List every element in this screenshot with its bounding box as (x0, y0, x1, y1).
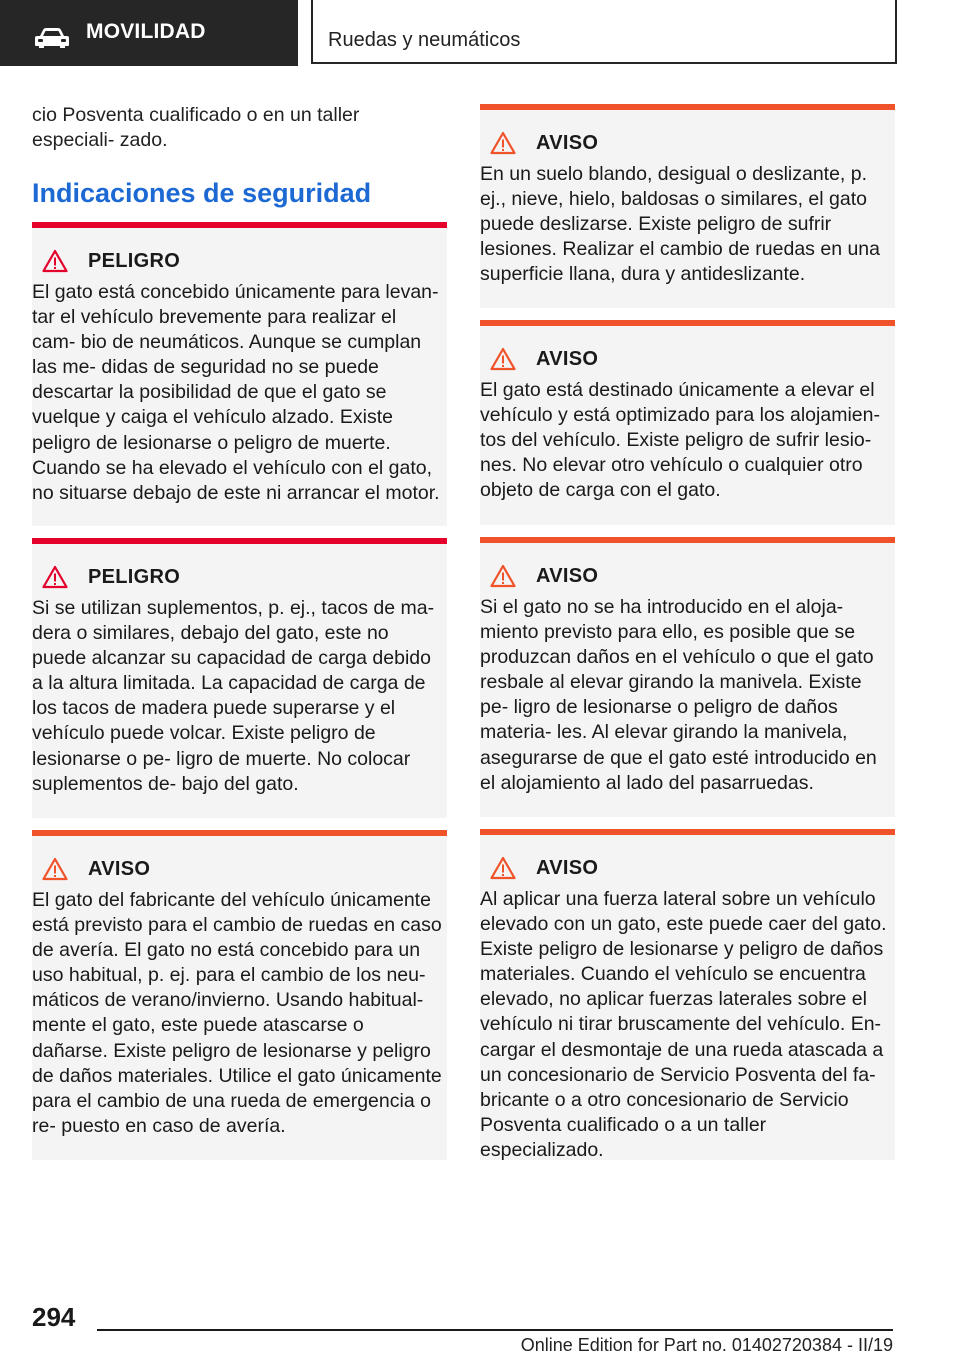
notice-header (490, 344, 598, 374)
warning-triangle-icon (490, 347, 516, 371)
notice-level: AVISO (536, 856, 599, 879)
warning-triangle-icon (42, 565, 68, 589)
footer-divider (97, 1329, 893, 1331)
notice-text: El gato del fabricante del vehículo únicamente está previsto para el cambio de ruedas en caso de avería. El gato no está concebido para un uso habitual, p. ej. para el cambio de los neu‐ máticos de verano/invierno. Usando habitual‐ mente el gato, este puede atascarse o dañarse. Existe peligro de lesionarse y peligro de daños materiales. Utilice el gato únicamente para el cambio de una rueda de emergencia o re‐ puesto en caso de avería. (32, 889, 442, 1137)
notice-text: Al aplicar una fuerza lateral sobre un vehículo elevado con un gato, este puede caer del gato. Existe peligro de lesionarse y peligro de daños materiales. Cuando el vehículo se encuentra elevado, no aplicar fuerzas laterales sobre el vehículo ni tirar bruscamente del vehículo. En‐ cargar el desmontaje de una rueda atascada a un concesionario de Servicio Posventa del fa‐ bricante o a otro concesionario de Servicio Posventa cualificado o a un taller especializado. (480, 888, 887, 1161)
chapter-tab[interactable] (311, 0, 897, 64)
car-icon (34, 27, 70, 49)
warning-triangle-icon (490, 564, 516, 588)
section-tab[interactable] (0, 0, 298, 66)
warning-triangle-icon (490, 131, 516, 155)
notice-box (480, 320, 895, 525)
notice-level: PELIGRO (88, 565, 181, 588)
notice-level: AVISO (536, 131, 599, 154)
notice-text: En un suelo blando, desigual o deslizante, p. ej., nieve, hielo, baldosas o similares, el gato puede deslizarse. Existe peligro de sufrir lesiones. Realizar el cambio de ruedas en una superficie llana, dura y antideslizante. (480, 163, 880, 286)
notice-level: PELIGRO (88, 249, 181, 272)
warning-triangle-icon (42, 857, 68, 881)
section-label: MOVILIDAD (86, 20, 206, 43)
notice-box (480, 829, 895, 1160)
notice-box (32, 222, 447, 526)
notice-box (32, 538, 447, 818)
notice-header (490, 128, 598, 158)
notice-level: AVISO (536, 347, 599, 370)
notice-header (42, 854, 150, 884)
edition-info: Online Edition for Part no. 01402720384 - II/19 (520, 1335, 893, 1355)
page-number: 294 (32, 1302, 76, 1332)
notice-text: El gato está destinado únicamente a elevar el vehículo y está optimizado para los alojamien‐ tos del vehículo. Existe peligro de sufrir lesio‐ nes. No elevar otro vehículo o cualquier otro objeto de carga con el gato. (480, 379, 880, 502)
notice-header (490, 561, 598, 591)
page-header (0, 0, 960, 66)
notice-box (480, 537, 895, 817)
notice-box (32, 830, 447, 1160)
notice-header (42, 246, 180, 276)
notice-text: Si se utilizan suplementos, p. ej., tacos de ma‐ dera o similares, debajo del gato, este no puede alcanzar su capacidad de carga debido a la altura limitada. La capacidad de carga de los tacos de madera puede superarse y el vehículo puede volcar. Existe peligro de lesionarse o pe‐ ligro de muerte. No colocar suplementos de‐ bajo del gato. (32, 597, 435, 795)
notice-box (480, 104, 895, 308)
notice-level: AVISO (88, 857, 151, 880)
notice-text: El gato está concebido únicamente para levan‐ tar el vehículo brevemente para realizar el cam‐ bio de neumáticos. Aunque se cumplan las me‐ didas de seguridad no se puede descartar la posibilidad de que el gato se vuelque y caiga el vehículo alzado. Existe peligro de lesionarse o peligro de muerte. Cuando se ha elevado el vehículo con el gato, no situarse debajo de este ni arrancar el motor. (32, 281, 440, 504)
chapter-title: Ruedas y neumáticos (328, 29, 521, 51)
intro-paragraph: cio Posventa cualificado o en un taller especiali‐ zado. (32, 104, 360, 151)
notice-text: Si el gato no se ha introducido en el aloja‐ miento previsto para ello, es posible que se produzcan daños en el vehículo o que el gato resbale al elevar girando la manivela. Existe pe‐ ligro de lesionarse o peligro de daños materia‐ les. Al elevar girando la manivela, asegurarse de que el gato esté introducido en el alojamiento al lado del pasarruedas. (480, 596, 877, 794)
notice-header (490, 853, 598, 883)
warning-triangle-icon (490, 856, 516, 880)
section-heading: Indicaciones de seguridad (32, 178, 372, 208)
notice-level: AVISO (536, 564, 599, 587)
warning-triangle-icon (42, 249, 68, 273)
notice-header (42, 562, 180, 592)
